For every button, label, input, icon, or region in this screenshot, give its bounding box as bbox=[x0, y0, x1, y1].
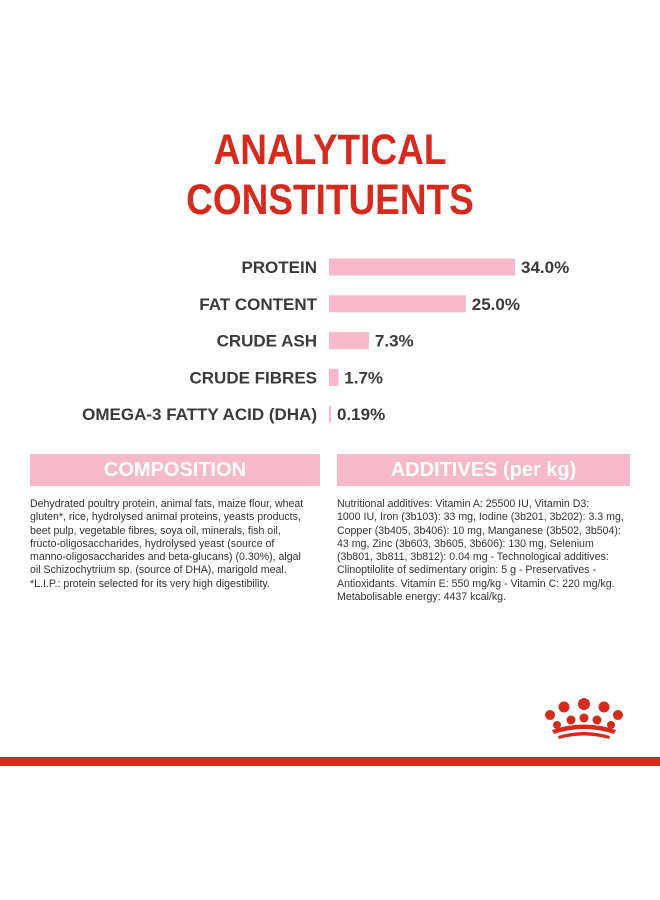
analytical-constituents-chart bbox=[0, 245, 660, 435]
royal-canin-crown-icon bbox=[540, 697, 630, 747]
category-label: CRUDE FIBRES bbox=[189, 368, 317, 388]
additives-text: Nutritional additives: Vitamin A: 25500 IU, Vitamin D3: 1000 IU, Iron (3b103): 33 mg, Iodine (3b201, 3b202): 3.3 mg, Copper (3b405, 3b406): 10 mg, Manganese (3b502, 3b504): 43 mg, Zinc (3b603, 3b605, 3b606): 130 mg, Selenium (3b801, 3b811, 3b812): 0.04 mg - Technological additives: Clinoptilolite of sedimentary origin: 5 g - Preservatives - Antioxidants. Vitamin E: 550 mg/kg - Vitamin C: 220 mg/kg. Metabolisable energy: 4437 kcal/kg. bbox=[337, 498, 624, 604]
value-label: 0.19% bbox=[337, 405, 386, 425]
additives-header: ADDITIVES (per kg) bbox=[337, 454, 630, 486]
bar bbox=[329, 332, 369, 349]
bar bbox=[329, 259, 515, 276]
page-title-line-2: CONSTITUENTS bbox=[186, 176, 474, 224]
bar bbox=[329, 295, 466, 312]
category-label: FAT CONTENT bbox=[199, 294, 317, 314]
composition-header: COMPOSITION bbox=[30, 454, 320, 486]
footer-line bbox=[0, 757, 660, 766]
value-label: 1.7% bbox=[344, 368, 384, 388]
value-label: 7.3% bbox=[374, 331, 414, 351]
bar bbox=[329, 369, 338, 386]
page-title-line-1: ANALYTICAL bbox=[213, 126, 447, 174]
category-label: OMEGA-3 FATTY ACID (DHA) bbox=[82, 405, 317, 425]
bar bbox=[329, 406, 331, 423]
composition-text: Dehydrated poultry protein, animal fats, maize flour, wheat gluten*, rice, hydrolysed animal proteins, yeasts products, beet pulp, vegetable fibres, soya oil, minerals, fish oil, fructo-oligosaccharides, hydrolysed yeast (source of manno-oligosaccharides and beta-glucans) (0.30%), algal oil Schizochytrium sp. (source of DHA), marigold meal. *L.I.P.: protein selected for its very high digestibility. bbox=[30, 498, 304, 590]
page-title bbox=[46, 125, 614, 225]
value-label: 25.0% bbox=[471, 294, 520, 314]
category-label: PROTEIN bbox=[241, 258, 317, 277]
category-label: CRUDE ASH bbox=[216, 331, 317, 351]
value-label: 34.0% bbox=[521, 258, 570, 277]
